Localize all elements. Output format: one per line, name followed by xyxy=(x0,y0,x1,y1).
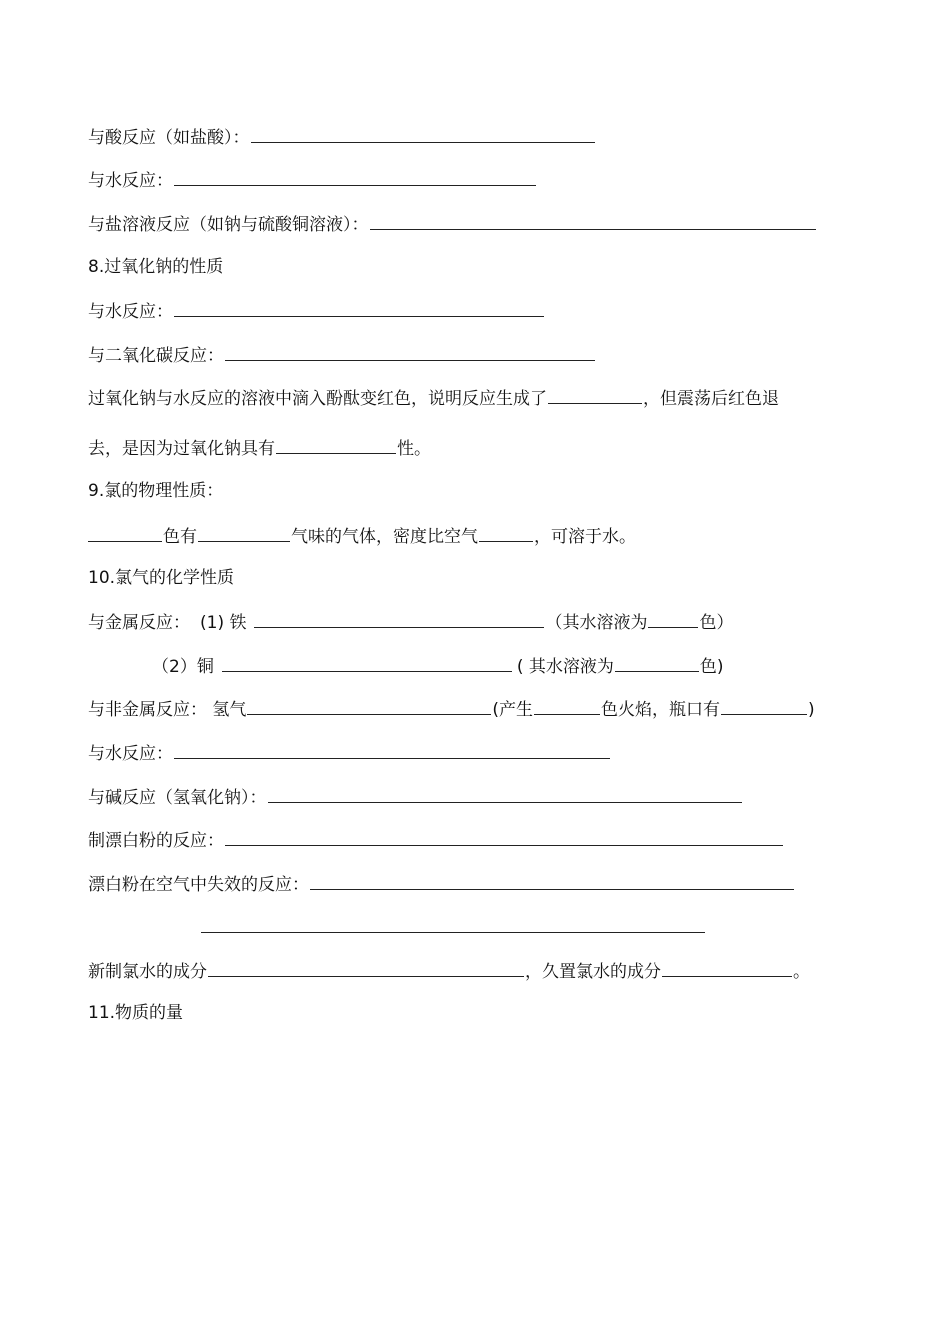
nonmetal-open: (产生 xyxy=(492,700,534,720)
chlorine-water-text-a: 新制氯水的成分 xyxy=(88,962,207,982)
metal-iron-line xyxy=(88,610,733,634)
water-reaction-label: 与水反应： xyxy=(88,171,173,191)
copper-item: （2）铜 xyxy=(152,657,214,677)
chlorine-physical-text-a: 色有 xyxy=(163,527,197,547)
nonmetal-middle: 色火焰，瓶口有 xyxy=(601,700,721,720)
aged-chlorine-water-blank[interactable] xyxy=(662,959,792,977)
chlorine-physical-text-b: 气味的气体，密度比空气 xyxy=(291,527,478,547)
heading-9: 9.氯的物理性质： xyxy=(88,481,224,501)
bleach-fail-blank[interactable] xyxy=(310,872,794,890)
iron-item: (1) 铁 xyxy=(200,613,247,633)
phenol-property-blank[interactable] xyxy=(276,436,396,454)
metal-reaction-label: 与金属反应： xyxy=(88,613,190,633)
cl-water-blank[interactable] xyxy=(174,741,610,759)
copper-reaction-blank[interactable] xyxy=(222,654,512,672)
nonmetal-label: 与非金属反应： 氢气 xyxy=(88,700,247,720)
salt-reaction-line xyxy=(88,212,817,236)
water-reaction-line xyxy=(88,168,537,192)
cl-water-line xyxy=(88,741,611,765)
chlorine-odor-blank[interactable] xyxy=(198,524,290,542)
heading-11: 11.物质的量 xyxy=(88,1003,184,1023)
iron-note-close: 色） xyxy=(699,613,734,633)
na2o2-water-blank[interactable] xyxy=(174,299,544,317)
copper-note-open: ( 其水溶液为 xyxy=(516,657,614,677)
bleach-fail-line xyxy=(88,872,795,896)
salt-reaction-blank[interactable] xyxy=(370,212,816,230)
phenol-line-1 xyxy=(88,386,779,410)
metal-copper-line xyxy=(152,654,724,678)
iron-reaction-blank[interactable] xyxy=(254,610,544,628)
acid-reaction-blank[interactable] xyxy=(251,125,595,143)
bleach-fail-blank-2[interactable] xyxy=(201,915,705,933)
salt-reaction-label: 与盐溶液反应（如钠与硫酸铜溶液）： xyxy=(88,215,369,235)
chlorine-density-blank[interactable] xyxy=(479,524,533,542)
heading-10: 10.氯气的化学性质 xyxy=(88,568,235,588)
nonmetal-close: ) xyxy=(808,700,815,720)
copper-color-blank[interactable] xyxy=(615,654,699,672)
bleach-fail-label: 漂白粉在空气中失效的反应： xyxy=(88,875,309,895)
na2o2-water-line xyxy=(88,299,545,323)
bottle-mouth-blank[interactable] xyxy=(721,697,807,715)
chlorine-water-line xyxy=(88,959,810,983)
chlorine-physical-line xyxy=(88,524,636,548)
phenol-line-2 xyxy=(88,436,431,460)
phenol-product-blank[interactable] xyxy=(548,386,642,404)
bleach-make-line xyxy=(88,828,784,852)
chlorine-color-blank[interactable] xyxy=(88,524,162,542)
phenol-line-1-text-b: ，但震荡后红色退 xyxy=(643,389,779,409)
cl-base-blank[interactable] xyxy=(268,785,742,803)
na2o2-co2-line xyxy=(88,343,596,367)
bleach-fail-continuation xyxy=(201,915,706,939)
hydrogen-reaction-blank[interactable] xyxy=(247,697,491,715)
water-reaction-blank[interactable] xyxy=(174,168,536,186)
cl-base-label: 与碱反应（氢氧化钠）： xyxy=(88,788,267,808)
flame-color-blank[interactable] xyxy=(534,697,600,715)
nonmetal-line xyxy=(88,697,815,721)
na2o2-co2-label: 与二氧化碳反应： xyxy=(88,346,224,366)
iron-note-open: （其水溶液为 xyxy=(545,613,648,633)
iron-color-blank[interactable] xyxy=(648,610,698,628)
phenol-line-1-text-a: 过氧化钠与水反应的溶液中滴入酚酞变红色，说明反应生成了 xyxy=(88,389,547,409)
chlorine-physical-text-c: ，可溶于水。 xyxy=(534,527,636,547)
bleach-make-blank[interactable] xyxy=(225,828,783,846)
cl-base-line xyxy=(88,785,743,809)
heading-8: 8.过氧化钠的性质 xyxy=(88,257,224,277)
na2o2-water-label: 与水反应： xyxy=(88,302,173,322)
fresh-chlorine-water-blank[interactable] xyxy=(208,959,524,977)
bleach-make-label: 制漂白粉的反应： xyxy=(88,831,224,851)
acid-reaction-label: 与酸反应（如盐酸）： xyxy=(88,128,250,148)
copper-note-close: 色) xyxy=(699,657,724,677)
chlorine-water-text-c: 。 xyxy=(793,962,810,982)
cl-water-label: 与水反应： xyxy=(88,744,173,764)
phenol-line-2-text-b: 性。 xyxy=(397,439,431,459)
chlorine-water-text-b: ，久置氯水的成分 xyxy=(525,962,661,982)
na2o2-co2-blank[interactable] xyxy=(225,343,595,361)
acid-reaction-line xyxy=(88,125,596,149)
phenol-line-2-text-a: 去，是因为过氧化钠具有 xyxy=(88,439,275,459)
